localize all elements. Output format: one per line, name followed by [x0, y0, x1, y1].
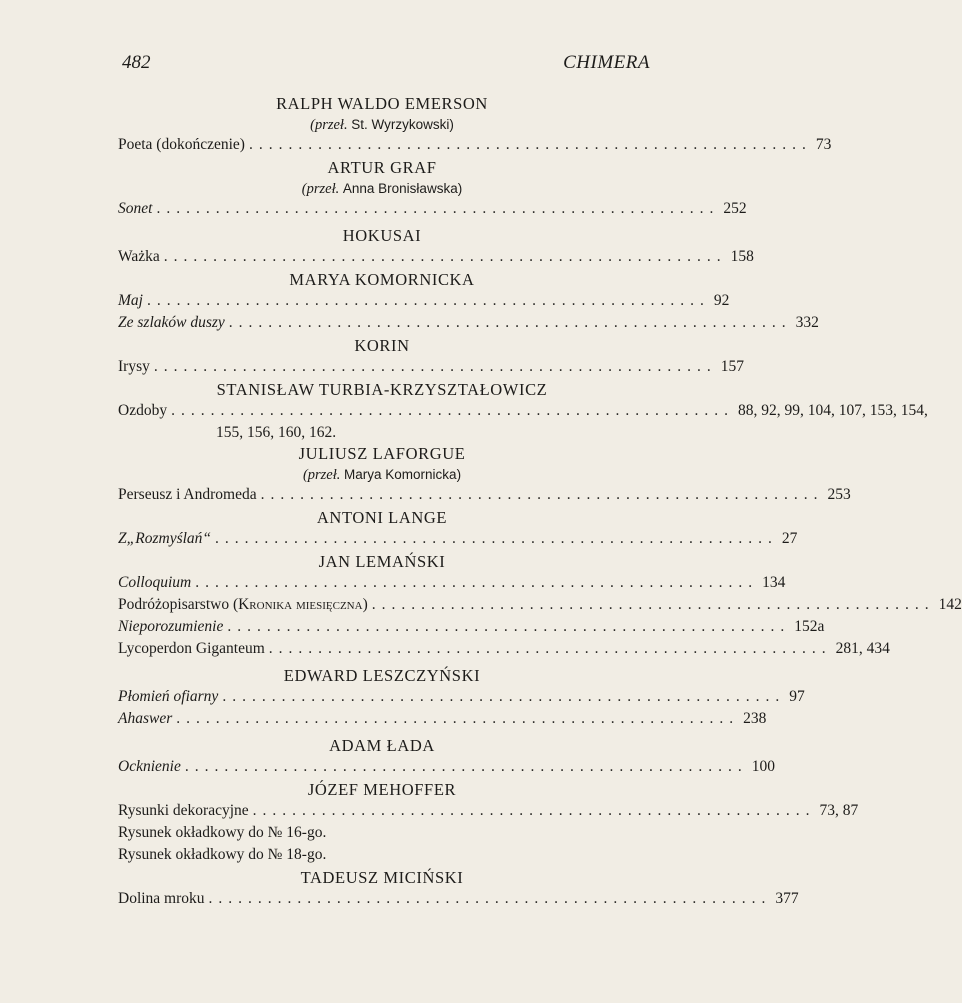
- entry-title: Ozdoby: [118, 402, 168, 419]
- entry-pages: 152a: [794, 618, 825, 635]
- entry-pages: 73, 87: [819, 802, 859, 819]
- leader-dots: .........................................................: [228, 314, 792, 331]
- entry-pages: 253: [827, 486, 851, 503]
- leader-dots: .........................................................: [227, 618, 791, 635]
- toc-entry: [118, 247, 754, 267]
- entry-pages: 238: [743, 710, 767, 727]
- author-heading: ARTUR GRAF: [327, 158, 437, 177]
- author-heading: JÓZEF MEHOFFER: [307, 780, 457, 799]
- entry-title: Dolina mroku: [118, 890, 205, 907]
- toc-entry: [118, 757, 775, 777]
- entry-pages-continued: 155, 156, 160, 162.: [216, 424, 337, 441]
- toc-entry: Rysunek okładkowy do № 18-go.: [118, 846, 327, 863]
- page-number: 482: [122, 52, 151, 73]
- toc-entry: [118, 709, 767, 729]
- entry-title: Irysy: [118, 358, 150, 375]
- author-heading: RALPH WALDO EMERSON: [276, 94, 488, 113]
- translator-credit: [118, 465, 646, 485]
- leader-dots: .........................................................: [153, 358, 717, 375]
- entry-title: Perseusz i Andromeda: [118, 486, 257, 503]
- running-head: CHIMERA: [563, 52, 650, 73]
- toc-entry: [118, 529, 798, 549]
- translator-name: St. Wyrzykowski): [351, 117, 454, 132]
- entry-pages: 134: [762, 574, 786, 591]
- author-heading: EDWARD LESZCZYŃSKI: [283, 666, 481, 685]
- toc-entry: Rysunek okładkowy do № 16-go.: [118, 824, 327, 841]
- leader-dots: .........................................................: [215, 530, 778, 547]
- translator-credit: [118, 115, 646, 135]
- author-heading: ANTONI LANGE: [316, 508, 448, 527]
- entry-pages: 252: [723, 200, 747, 217]
- entry-note: (Kronika miesięczna): [232, 596, 368, 613]
- entry-title: Ocknienie: [118, 758, 181, 775]
- toc-entry: [118, 291, 730, 311]
- page-header: [120, 52, 650, 78]
- toc-entry: [118, 573, 786, 593]
- entry-pages: 88, 92, 99, 104, 107, 153, 154,: [737, 402, 928, 419]
- entry-pages: 281, 434: [835, 640, 890, 657]
- toc-entry: [118, 617, 825, 637]
- toc-entry: [118, 357, 744, 377]
- entry-pages: 92: [713, 292, 730, 309]
- entry-pages: 97: [789, 688, 805, 705]
- entry-pages: 377: [775, 890, 799, 907]
- leader-dots: .........................................................: [163, 248, 727, 265]
- entry-title: Płomień ofiarny: [118, 688, 219, 705]
- entry-title: Lycoperdon Giganteum: [118, 640, 265, 657]
- leader-dots: .........................................................: [248, 136, 812, 153]
- leader-dots: .........................................................: [222, 688, 786, 705]
- toc-entry: [118, 889, 799, 909]
- leader-dots: .........................................................: [146, 292, 710, 309]
- entry-pages: 142: [938, 596, 962, 613]
- entry-title: Ahaswer: [118, 710, 173, 727]
- entry-title: Maj: [118, 292, 143, 309]
- leader-dots: .........................................................: [171, 402, 734, 419]
- author-heading: JAN LEMAŃSKI: [318, 552, 446, 571]
- toc-entry: [118, 401, 928, 421]
- entry-title-prefix: Z: [118, 530, 127, 547]
- toc-entry: [118, 135, 832, 155]
- entry-title: Rysunki dekoracyjne: [118, 802, 249, 819]
- translator-name: Marya Komornicka): [344, 467, 462, 482]
- entry-pages: 27: [781, 530, 798, 547]
- leader-dots: .........................................................: [260, 486, 824, 503]
- entry-title: Colloquium: [118, 574, 192, 591]
- entry-pages: 157: [720, 358, 744, 375]
- entry-title: Nieporozumienie: [118, 618, 224, 635]
- entry-pages: 332: [795, 314, 819, 331]
- leader-dots: .........................................................: [156, 200, 720, 217]
- toc-entry: [118, 485, 851, 505]
- entry-pages: 73: [815, 136, 832, 153]
- leader-dots: .........................................................: [371, 596, 935, 613]
- toc-entry: [118, 639, 890, 659]
- leader-dots: .........................................................: [184, 758, 748, 775]
- translator-prefix: (przeł.: [310, 117, 348, 133]
- entry-pages: 158: [730, 248, 754, 265]
- leader-dots: .........................................................: [208, 890, 772, 907]
- author-heading: JULIUSZ LAFORGUE: [298, 444, 466, 463]
- entry-title: Poeta (dokończenie): [118, 136, 245, 153]
- author-heading: MARYA KOMORNICKA: [289, 270, 475, 289]
- toc-entry: [118, 687, 805, 707]
- entry-title: Ze szlaków duszy: [118, 314, 225, 331]
- toc-entry: [118, 801, 859, 821]
- entry-title: Podróżopisarstwo: [118, 596, 230, 613]
- leader-dots: .........................................................: [176, 710, 740, 727]
- author-heading: ADAM ŁADA: [329, 736, 435, 755]
- author-heading: STANISŁAW TURBIA-KRZYSZTAŁOWICZ: [216, 380, 548, 399]
- entry-title: Sonet: [118, 200, 153, 217]
- author-heading: TADEUSZ MICIŃSKI: [300, 868, 464, 887]
- author-heading: KORIN: [354, 336, 410, 355]
- toc-entry: [118, 199, 747, 219]
- entry-title: Ważka: [118, 248, 160, 265]
- toc-entry: [118, 595, 962, 615]
- leader-dots: .........................................................: [268, 640, 832, 657]
- translator-prefix: (przeł.: [301, 181, 340, 197]
- leader-dots: .........................................................: [252, 802, 816, 819]
- entry-title: „Rozmyślań“: [126, 530, 212, 547]
- toc-entry: [118, 313, 819, 333]
- translator-credit: [118, 179, 646, 199]
- table-of-contents: [118, 93, 962, 911]
- entry-pages: 100: [751, 758, 775, 775]
- author-heading: HOKUSAI: [342, 226, 422, 245]
- translator-prefix: (przeł.: [302, 467, 341, 483]
- leader-dots: .........................................................: [195, 574, 759, 591]
- translator-name: Anna Bronisławska): [342, 181, 463, 196]
